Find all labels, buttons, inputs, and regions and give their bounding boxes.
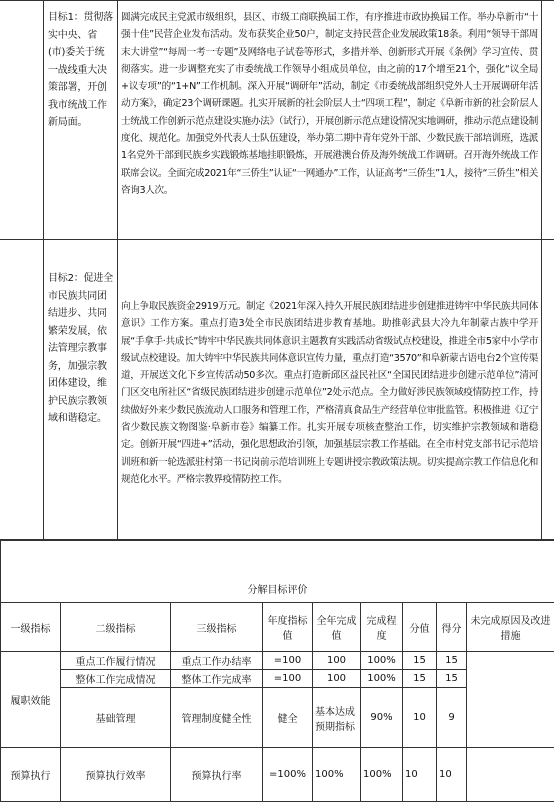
level1-cell: 预算执行: [1, 748, 61, 802]
blank-cell: [0, 1, 44, 239]
actual-cell: 基本达成预期指标: [313, 688, 361, 748]
blank-cell: [0, 240, 44, 539]
header-degree: 完成程度: [361, 603, 403, 652]
score-cell: 9: [437, 688, 467, 748]
header-level2: 二级指标: [61, 603, 171, 652]
level3-cell: 管理制度健全性: [171, 688, 263, 748]
target-cell: =100%: [263, 748, 313, 802]
score-value-cell: 10: [403, 748, 437, 802]
goal-1-text: 目标1：贯彻落实中央、省(市)委关于统一战线重大决策部署，开创我市统战工作新局面。: [44, 1, 118, 239]
evaluation-table: [0, 540, 554, 802]
level2-cell: 整体工作完成情况: [61, 670, 171, 688]
header-row: [1, 603, 554, 652]
level3-cell: 预算执行率: [171, 748, 263, 802]
reason-cell: [467, 652, 554, 748]
degree-cell: 90%: [361, 688, 403, 748]
goal-row-1: [0, 0, 554, 240]
level3-cell: 整体工作完成率: [171, 670, 263, 688]
header-score-value: 分值: [403, 603, 437, 652]
table-row: [1, 748, 554, 802]
actual-cell: 100: [313, 670, 361, 688]
level1-cell: 履职效能: [1, 652, 61, 748]
actual-cell: 100: [313, 652, 361, 670]
actual-cell: 100%: [313, 748, 361, 802]
target-cell: =100: [263, 670, 313, 688]
score-cell: 10: [437, 748, 467, 802]
header-level3: 三级指标: [171, 603, 263, 652]
level2-cell: 重点工作履行情况: [61, 652, 171, 670]
header-target: 年度指标值: [263, 603, 313, 652]
goal-1-description: 圆满完成民主党派市级组织，县区、市级工商联换届工作，有序推进市政协换届工作。举办阜新市“十强十佳”民营企业发布活动。发布获奖企业50户，制定支持民营企业发展政策18条。利用“领导干部周末大讲堂”“每周一考一专题”及网络电子试卷等形式，多措并举、创新形式开展《条例》学习宣传、贯彻落实。进一步调整充实了市委统战工作领导小组成员单位，由之前的17个增至21个，强化“议全局+议专项”的“1+N”工作机制。深入开展“调研年”活动，制定《市委统战部组织党外人士开展调研年活动方案》，确定23个调研课题。扎实开展新的社会阶层人士“四项工程”，制定《阜新市新的社会阶层人士统战工作创新示范点建设实施办法》（试行），开展创新示范点建设情况实地调研，推动示范点建设制度化、规范化。加强党外代表人士队伍建设，举办第二期中青年党外干部、少数民族干部培训班，选派1名党外干部到民族乡实践锻炼基地挂职锻炼，开展港澳台侨及海外统战工作调研。召开海外统战工作联席会议。全面完成2021年“三侨生”认证“一网通办”工作，认证高考“三侨生”1人，接待“三侨生”相关咨询3人次。: [118, 1, 542, 239]
score-cell: 15: [437, 652, 467, 670]
level2-cell: 预算执行效率: [61, 748, 171, 802]
score-value-cell: 15: [403, 670, 437, 688]
evaluation-section: [0, 540, 554, 802]
evaluation-title: 分解目标评价: [1, 541, 554, 603]
table-row: [1, 652, 554, 670]
target-cell: =100: [263, 652, 313, 670]
level3-cell: 重点工作办结率: [171, 652, 263, 670]
header-score: 得分: [437, 603, 467, 652]
header-reason: 未完成原因及改进措施: [467, 603, 554, 652]
degree-cell: 100%: [361, 670, 403, 688]
level2-cell: 基础管理: [61, 688, 171, 748]
goal-row-2: [0, 240, 554, 540]
header-level1: 一级指标: [1, 603, 61, 652]
target-cell: 健全: [263, 688, 313, 748]
header-actual: 全年完成值: [313, 603, 361, 652]
score-value-cell: 15: [403, 652, 437, 670]
degree-cell: 100%: [361, 652, 403, 670]
goal-2-text: 目标2：促进全市民族共同团结进步、共同繁荣发展，依法管理宗教事务，加强宗教团体建设，维护民族宗教领域和谐稳定。: [44, 240, 118, 539]
degree-cell: 100%: [361, 748, 403, 802]
goal-2-description: 向上争取民族资金2919万元。制定《2021年深入持久开展民族团结进步创建推进铸牢中华民族共同体意识》工作方案。重点打造3处全市民族团结进步教育基地。助推彰武县大冷九年制蒙古族中学开展“手拿手·共成长”铸牢中华民族共同体意识主题教育实践活动省级试点校建设，推进全市5家中小学市级试点校建设。加大铸牢中华民族共同体意识宣传力量，重点打造“3570”和阜新蒙古语电台2个宣传渠道，开展送文化下乡宣传活动50多次。重点打造新邱区益民社区“全国民团结进步创建示范单位”清河门区交电所社区“省级民族团结进步创建示范单位”2处示范点。全力做好涉民族领域疫情防控工作，持续做好外来少数民族流动人口服务和管理工作，严格清真食品生产经营单位审批监管。积极推进《辽宁省少数民族文物图鉴·阜新市卷》编纂工作。扎实开展专项核查整治工作，切实维护宗教领域和谐稳定。创新开展“四进+”活动，强化思想政治引领，加强基层宗教工作基础。在全市村党支部书记示范培训班和新一轮选派驻村第一书记岗前示范培训班上专题讲授宗教政策法规。切实提高宗教工作信息化和规范化水平。严格宗教界疫情防控工作。: [118, 240, 542, 539]
score-cell: 15: [437, 670, 467, 688]
reason-cell: [467, 748, 554, 802]
score-value-cell: 10: [403, 688, 437, 748]
